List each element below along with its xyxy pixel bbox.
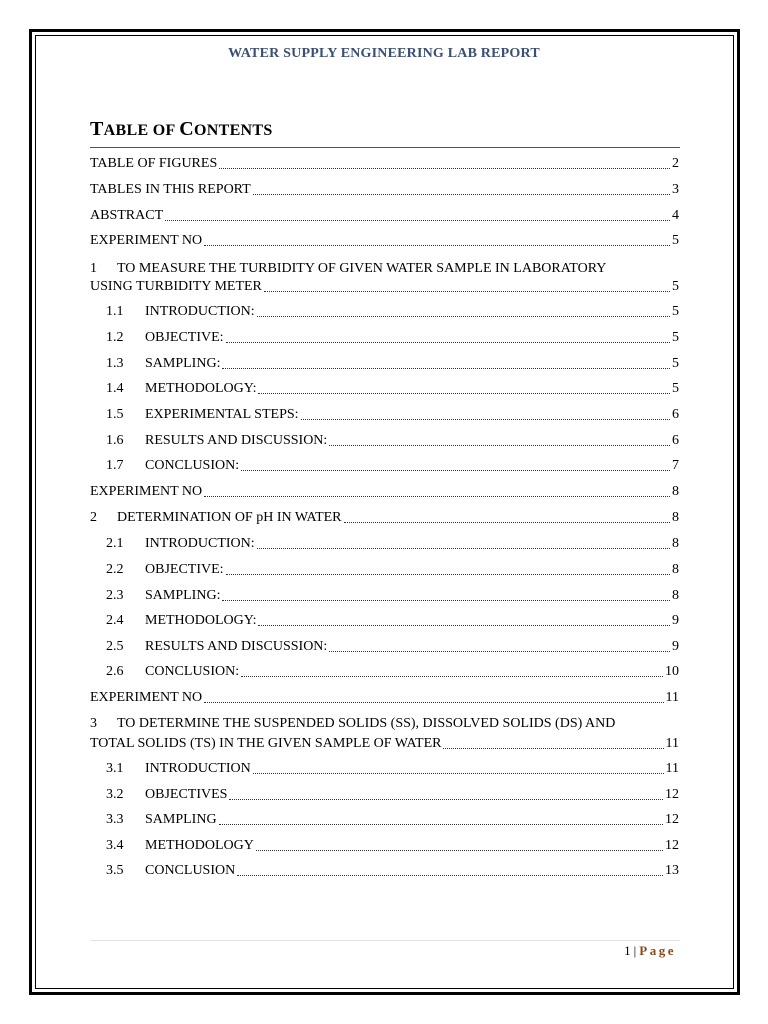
toc-entry[interactable] (106, 587, 679, 605)
toc-entry-page: 4 (672, 208, 679, 223)
page-word: Page (639, 943, 676, 958)
toc-entry-page: 12 (665, 812, 679, 827)
dot-leader (344, 512, 670, 523)
toc-entry-text: OBJECTIVE: (145, 562, 224, 577)
toc-entry-page: 8 (672, 562, 679, 577)
toc-entry-number: 3.1 (106, 761, 124, 776)
toc-entry[interactable] (106, 811, 679, 829)
dot-leader (443, 738, 663, 749)
toc-entry-text: EXPERIMENT NO (90, 233, 203, 248)
dot-leader (204, 486, 670, 497)
toc-entry-number: 3.3 (106, 812, 124, 827)
toc-title: TABLE OF CONTENTS (90, 118, 273, 140)
toc-entry-number: 2.3 (106, 588, 124, 603)
dot-leader (229, 789, 663, 800)
toc-entry-text: CONCLUSION: (145, 664, 240, 679)
title-underline (90, 147, 680, 148)
toc-entry-page: 11 (665, 690, 679, 705)
page-number: 1 (624, 943, 631, 958)
toc-entry-heading-line[interactable] (90, 260, 606, 278)
toc-entry-text: METHODOLOGY: (145, 381, 257, 396)
toc-entry-number: 1.4 (106, 381, 124, 396)
toc-entry-number: 2.4 (106, 613, 124, 628)
dot-leader (329, 435, 670, 446)
toc-entry-text: CONCLUSION (145, 863, 236, 878)
toc-entry-page: 6 (672, 433, 679, 448)
toc-entry-page: 9 (672, 639, 679, 654)
dot-leader (226, 564, 670, 575)
toc-entry-number: 3.2 (106, 787, 124, 802)
toc-entry[interactable] (106, 612, 679, 630)
toc-entry-text: TABLE OF FIGURES (90, 156, 218, 171)
toc-entry-text: INTRODUCTION: (145, 536, 255, 551)
toc-entry-text: SAMPLING: (145, 356, 221, 371)
toc-entry-number: 2.2 (106, 562, 124, 577)
toc-entry-text: METHODOLOGY (145, 838, 254, 853)
toc-entry[interactable] (90, 155, 679, 173)
toc-entry[interactable] (90, 735, 679, 753)
toc-entry-text: EXPERIMENT NO (90, 484, 203, 499)
toc-entry[interactable] (106, 380, 679, 398)
toc-entry[interactable] (106, 355, 679, 373)
dot-leader (301, 409, 670, 420)
dot-leader (219, 814, 663, 825)
toc-entry-page: 8 (672, 536, 679, 551)
toc-entry-text: SAMPLING (145, 812, 217, 827)
toc-entry-text: DETERMINATION OF pH IN WATER (117, 510, 342, 525)
toc-entry-number: 3 (90, 716, 97, 731)
toc-entry[interactable] (106, 329, 679, 347)
toc-entry[interactable] (106, 663, 679, 681)
dot-leader (165, 210, 670, 221)
toc-entry[interactable] (106, 862, 679, 880)
toc-entry[interactable] (90, 278, 679, 296)
toc-entry-number: 1.3 (106, 356, 124, 371)
dot-leader (253, 184, 670, 195)
toc-entry-number: 2.1 (106, 536, 124, 551)
toc-entry[interactable] (106, 406, 679, 424)
toc-entry-number: 1.6 (106, 433, 124, 448)
toc-entry-page: 3 (672, 182, 679, 197)
toc-entry[interactable] (90, 181, 679, 199)
toc-entry-number: 3.5 (106, 863, 124, 878)
dot-leader (226, 332, 670, 343)
toc-entry-page: 6 (672, 407, 679, 422)
toc-entry[interactable] (90, 483, 679, 501)
toc-entry-text: TO MEASURE THE TURBIDITY OF GIVEN WATER SAMPLE IN LABORATORY (117, 261, 607, 276)
toc-entry-text: EXPERIMENT NO (90, 690, 203, 705)
toc-entry-page: 5 (672, 233, 679, 248)
toc-entry-text: TOTAL SOLIDS (TS) IN THE GIVEN SAMPLE OF WATER (90, 736, 442, 751)
dot-leader (222, 358, 670, 369)
dot-leader (258, 383, 670, 394)
toc-entry-text: ABSTRACT (90, 208, 164, 223)
footer-separator: | (633, 943, 637, 958)
toc-entry-heading-line[interactable] (90, 715, 615, 733)
toc-entry-page: 5 (672, 304, 679, 319)
toc-entry-text: OBJECTIVE: (145, 330, 224, 345)
toc-entry-number: 2 (90, 510, 97, 525)
toc-entry[interactable] (106, 457, 679, 475)
dot-leader (256, 840, 663, 851)
dot-leader (219, 158, 670, 169)
toc-entry-page: 13 (665, 863, 679, 878)
dot-leader (253, 763, 664, 774)
dot-leader (241, 460, 670, 471)
toc-entry-page: 10 (665, 664, 679, 679)
toc-entry[interactable] (90, 207, 679, 225)
toc-entry-number: 1.7 (106, 458, 124, 473)
toc-entry[interactable] (90, 232, 679, 250)
toc-entry-page: 5 (672, 356, 679, 371)
toc-entry[interactable] (106, 786, 679, 804)
toc-entry-page: 7 (672, 458, 679, 473)
toc-entry-number: 2.5 (106, 639, 124, 654)
dot-leader (237, 865, 663, 876)
dot-leader (258, 615, 670, 626)
toc-entry-number: 1.5 (106, 407, 124, 422)
toc-entry-page: 12 (665, 787, 679, 802)
toc-entry-text: OBJECTIVES (145, 787, 228, 802)
toc-entry[interactable] (106, 535, 679, 553)
toc-entry-text: RESULTS AND DISCUSSION: (145, 433, 328, 448)
toc-entry-page: 5 (672, 381, 679, 396)
page-footer (624, 943, 676, 959)
toc-entry-page: 8 (672, 484, 679, 499)
toc-entry-text: TO DETERMINE THE SUSPENDED SOLIDS (SS), DISSOLVED SOLIDS (DS) AND (117, 716, 616, 731)
toc-entry-text: USING TURBIDITY METER (90, 279, 262, 294)
toc-entry-text: CONCLUSION: (145, 458, 240, 473)
toc-entry-text: METHODOLOGY: (145, 613, 257, 628)
toc-entry-text: RESULTS AND DISCUSSION: (145, 639, 328, 654)
dot-leader (204, 692, 663, 703)
toc-entry-page: 12 (665, 838, 679, 853)
toc-entry-page: 11 (665, 761, 679, 776)
toc-entry[interactable] (90, 689, 679, 707)
toc-entry[interactable] (106, 837, 679, 855)
toc-entry[interactable] (106, 432, 679, 450)
toc-entry-text: TABLES IN THIS REPORT (90, 182, 251, 197)
toc-entry-number: 3.4 (106, 838, 124, 853)
toc-entry-page: 5 (672, 279, 679, 294)
toc-entry-page: 8 (672, 510, 679, 525)
toc-entry-page: 8 (672, 588, 679, 603)
toc-entry-text: INTRODUCTION (145, 761, 251, 776)
toc-entry-page: 9 (672, 613, 679, 628)
toc-entry-text: EXPERIMENTAL STEPS: (145, 407, 299, 422)
dot-leader (241, 666, 663, 677)
toc-entry-page: 2 (672, 156, 679, 171)
footer-rule (90, 940, 680, 941)
toc-entry[interactable] (106, 303, 679, 321)
dot-leader (257, 538, 670, 549)
dot-leader (264, 281, 670, 292)
toc-entry-number: 1 (90, 261, 97, 276)
toc-entry-text: INTRODUCTION: (145, 304, 255, 319)
running-header: WATER SUPPLY ENGINEERING LAB REPORT (228, 46, 540, 61)
dot-leader (222, 590, 670, 601)
dot-leader (257, 306, 670, 317)
toc-entry-number: 1.2 (106, 330, 124, 345)
toc-entry[interactable] (106, 760, 679, 778)
dot-leader (329, 641, 670, 652)
toc-entry-number: 1.1 (106, 304, 124, 319)
dot-leader (204, 235, 670, 246)
toc-entry-text: SAMPLING: (145, 588, 221, 603)
toc-entry-number: 2.6 (106, 664, 124, 679)
toc-entry[interactable] (106, 638, 679, 656)
toc-entry[interactable] (90, 509, 679, 527)
toc-entry-page: 5 (672, 330, 679, 345)
toc-entry-page: 11 (665, 736, 679, 751)
toc-entry[interactable] (106, 561, 679, 579)
